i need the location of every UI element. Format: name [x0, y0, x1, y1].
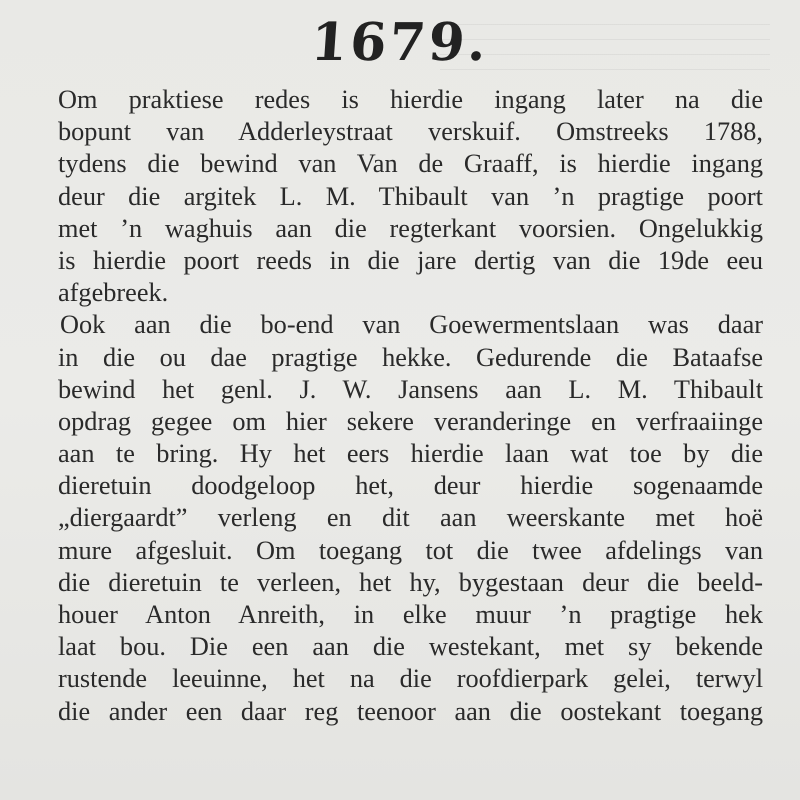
paragraph-1-line-3: tydens die bewind van Van de Graaff, is hierdie ingang	[58, 149, 763, 179]
paragraph-2-line-12: rustende leeuinne, het na die roofdierpark gelei, terwyl	[58, 664, 763, 694]
paragraph-2-line-7: „diergaardt” verleng en dit aan weerskante met hoë	[58, 503, 763, 533]
paragraph-1-line-2: bopunt van Adderleystraat verskuif. Omstreeks 1788,	[58, 117, 763, 147]
paragraph-2-line-4: opdrag gegee om hier sekere veranderinge en verfraaiinge	[58, 406, 763, 436]
paragraph-2-line-1: Ook aan die bo-end van Goewermentslaan was daar	[60, 310, 763, 340]
paragraph-1-line-6: is hierdie poort reeds in die jare dertig van die 19de eeu	[58, 245, 763, 275]
paragraph-2-line-3: bewind het genl. J. W. Jansens aan L. M. Thibault	[58, 374, 763, 404]
paragraph-2-line-5: aan te bring. Hy het eers hierdie laan wat toe by die	[58, 439, 763, 469]
paragraph-2-line-14	[58, 728, 763, 760]
paragraph-1-line-5: met ’n waghuis aan die regterkant voorsien. Ongelukkig	[58, 213, 763, 243]
paragraph-1-line-1: Om praktiese redes is hierdie ingang later na die	[58, 85, 763, 114]
handwritten-year-heading: 1679.	[308, 12, 492, 73]
paragraph-2-line-8: mure afgesluit. Om toegang tot die twee afdelings van	[58, 535, 763, 565]
paragraph-2-line-9: die dieretuin te verleen, het hy, bygestaan deur die beeld-	[58, 567, 763, 597]
paragraph-2-line-13: die ander een daar reg teenoor aan die oostekant toegang	[58, 696, 763, 726]
paragraph-2-line-10: houer Anton Anreith, in elke muur ’n pragtige hek	[58, 600, 763, 629]
paragraph-2-line-2: in die ou dae pragtige hekke. Gedurende die Bataafse	[58, 342, 763, 372]
paragraph-2-line-11: laat bou. Die een aan die westekant, met sy bekende	[58, 632, 763, 662]
paragraph-1-line-4: deur die argitek L. M. Thibault van ’n pragtige poort	[58, 181, 763, 211]
body-text	[58, 84, 763, 760]
paragraph-1-line-7: afgebreek.	[58, 278, 169, 308]
paragraph-2-line-6: dieretuin doodgeloop het, deur hierdie sogenaamde	[58, 471, 763, 501]
